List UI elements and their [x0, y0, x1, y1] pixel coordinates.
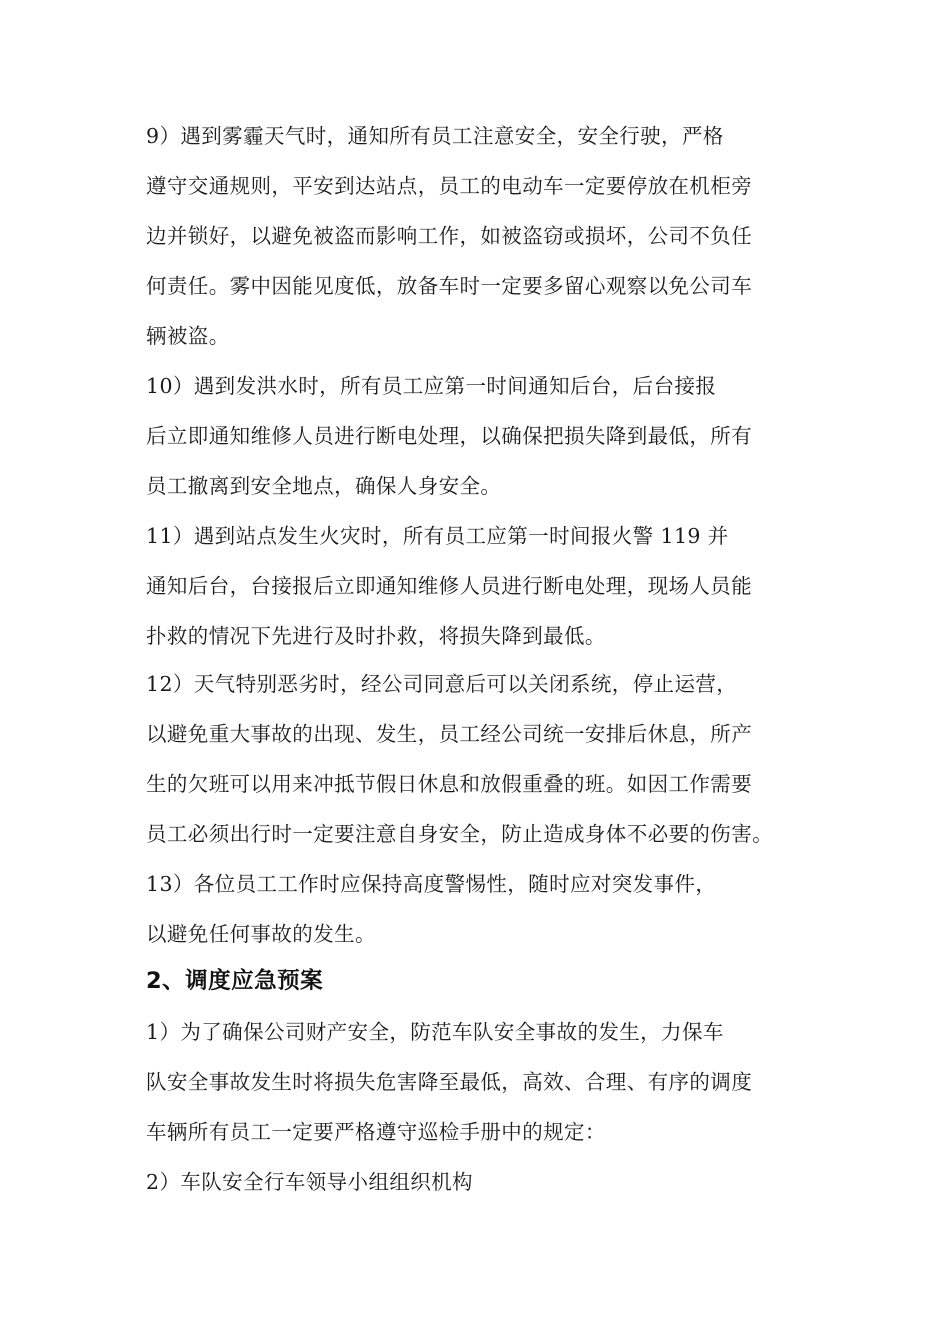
paragraph-line: 辆被盗。: [146, 324, 230, 348]
paragraph-line: 2）车队安全行车领导小组组织机构: [146, 1170, 473, 1194]
paragraph-line: 11）遇到站点发生火灾时，所有员工应第一时间报火警 119 并: [146, 524, 729, 548]
paragraph-line: 10）遇到发洪水时，所有员工应第一时间通知后台，后台接报: [146, 374, 717, 398]
paragraph-line: 员工撤离到安全地点，确保人身安全。: [146, 474, 502, 498]
paragraph-line: 何责任。雾中因能见度低，放备车时一定要多留心观察以免公司车: [146, 274, 753, 298]
paragraph-line: 车辆所有员工一定要严格遵守巡检手册中的规定：: [146, 1120, 606, 1144]
paragraph-line: 生的欠班可以用来冲抵节假日休息和放假重叠的班。如因工作需要: [146, 772, 753, 796]
paragraph-line: 扑救的情况下先进行及时扑救，将损失降到最低。: [146, 624, 606, 648]
paragraph-line: 边并锁好，以避免被盗而影响工作，如被盗窃或损坏，公司不负任: [146, 224, 753, 248]
paragraph-line: 以避免重大事故的出现、发生，员工经公司统一安排后休息，所产: [146, 722, 753, 746]
paragraph-line: 13）各位员工工作时应保持高度警惕性，随时应对突发事件，: [146, 872, 717, 896]
paragraph-line: 1）为了确保公司财产安全，防范车队安全事故的发生，力保车: [146, 1020, 724, 1044]
paragraph-line: 通知后台，台接报后立即通知维修人员进行断电处理，现场人员能: [146, 574, 753, 598]
paragraph-line: 遵守交通规则，平安到达站点，员工的电动车一定要停放在机柜旁: [146, 174, 753, 198]
paragraph-line: 后立即通知维修人员进行断电处理，以确保把损失降到最低，所有: [146, 424, 753, 448]
paragraph-line: 9）遇到雾霾天气时，通知所有员工注意安全，安全行驶，严格: [146, 124, 724, 148]
paragraph-line: 队安全事故发生时将损失危害降至最低，高效、合理、有序的调度: [146, 1070, 753, 1094]
section-heading: 2、调度应急预案: [146, 968, 324, 994]
paragraph-line: 员工必须出行时一定要注意自身安全，防止造成身体不必要的伤害。: [146, 822, 773, 846]
paragraph-line: 12）天气特别恶劣时，经公司同意后可以关闭系统，停止运营，: [146, 672, 738, 696]
paragraph-line: 以避免任何事故的发生。: [146, 922, 376, 946]
